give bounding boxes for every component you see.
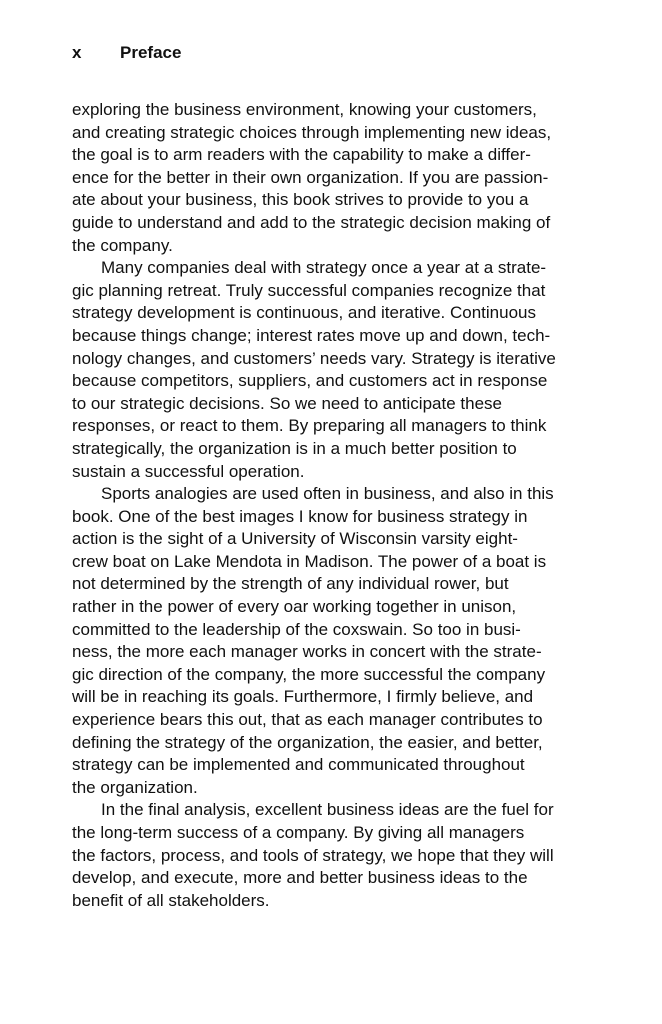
text-line: to our strategic decisions. So we need to anticipate these (72, 393, 502, 413)
text-line: strategy can be implemented and communicated throughout (72, 755, 525, 775)
text-line: ence for the better in their own organization. If you are passion- (72, 167, 549, 187)
paragraph (72, 257, 592, 483)
text-line: the goal is to arm readers with the capability to make a differ- (72, 145, 531, 165)
text-line: ate about your business, this book strives to provide to you a (72, 190, 529, 210)
text-line: nology changes, and customers’ needs vary. Strategy is iterative (72, 348, 556, 368)
text-line: rather in the power of every oar working together in unison, (72, 597, 517, 617)
text-line: the company. (72, 235, 173, 255)
text-line: gic direction of the company, the more successful the company (72, 664, 546, 684)
text-line: committed to the leadership of the coxswain. So too in busi- (72, 619, 521, 639)
text-line: develop, and execute, more and better business ideas to the (72, 868, 528, 888)
text-line: In the final analysis, excellent business ideas are the fuel for (101, 800, 554, 820)
text-line: the organization. (72, 777, 198, 797)
paragraph (72, 483, 592, 799)
section-title: Preface (120, 43, 182, 62)
text-line: action is the sight of a University of Wisconsin varsity eight- (72, 529, 518, 549)
text-line: defining the strategy of the organization, the easier, and better, (72, 732, 543, 752)
text-line: strategically, the organization is in a much better position to (72, 438, 517, 458)
text-line: because things change; interest rates move up and down, tech- (72, 325, 551, 345)
text-line: not determined by the strength of any individual rower, but (72, 574, 509, 594)
text-line: exploring the business environment, knowing your customers, (72, 100, 537, 119)
text-line: responses, or react to them. By preparing all managers to think (72, 416, 547, 436)
text-line: strategy development is continuous, and iterative. Continuous (72, 303, 536, 323)
text-line: crew boat on Lake Mendota in Madison. The power of a boat is (72, 551, 547, 571)
paragraph (72, 799, 592, 912)
text-line: book. One of the best images I know for business strategy in (72, 506, 528, 526)
text-line: benefit of all stakeholders. (72, 890, 270, 910)
text-line: and creating strategic choices through implementing new ideas, (72, 122, 552, 142)
body-text (72, 99, 592, 912)
text-line: sustain a successful operation. (72, 461, 305, 481)
text-line: will be in reaching its goals. Furthermore, I firmly believe, and (72, 687, 534, 707)
paragraph (72, 99, 592, 257)
text-line: Sports analogies are used often in business, and also in this (101, 484, 554, 504)
text-line: guide to understand and add to the strategic decision making of (72, 212, 551, 232)
text-line: because competitors, suppliers, and customers act in response (72, 371, 548, 391)
text-line: Many companies deal with strategy once a year at a strate- (101, 258, 547, 278)
text-line: the factors, process, and tools of strategy, we hope that they will (72, 845, 554, 865)
text-line: gic planning retreat. Truly successful companies recognize that (72, 280, 546, 300)
page-number: x (72, 43, 82, 62)
text-line: the long-term success of a company. By giving all managers (72, 823, 525, 842)
text-line: ness, the more each manager works in concert with the strate- (72, 642, 542, 662)
text-line: experience bears this out, that as each manager contributes to (72, 710, 543, 730)
running-head (72, 43, 181, 63)
